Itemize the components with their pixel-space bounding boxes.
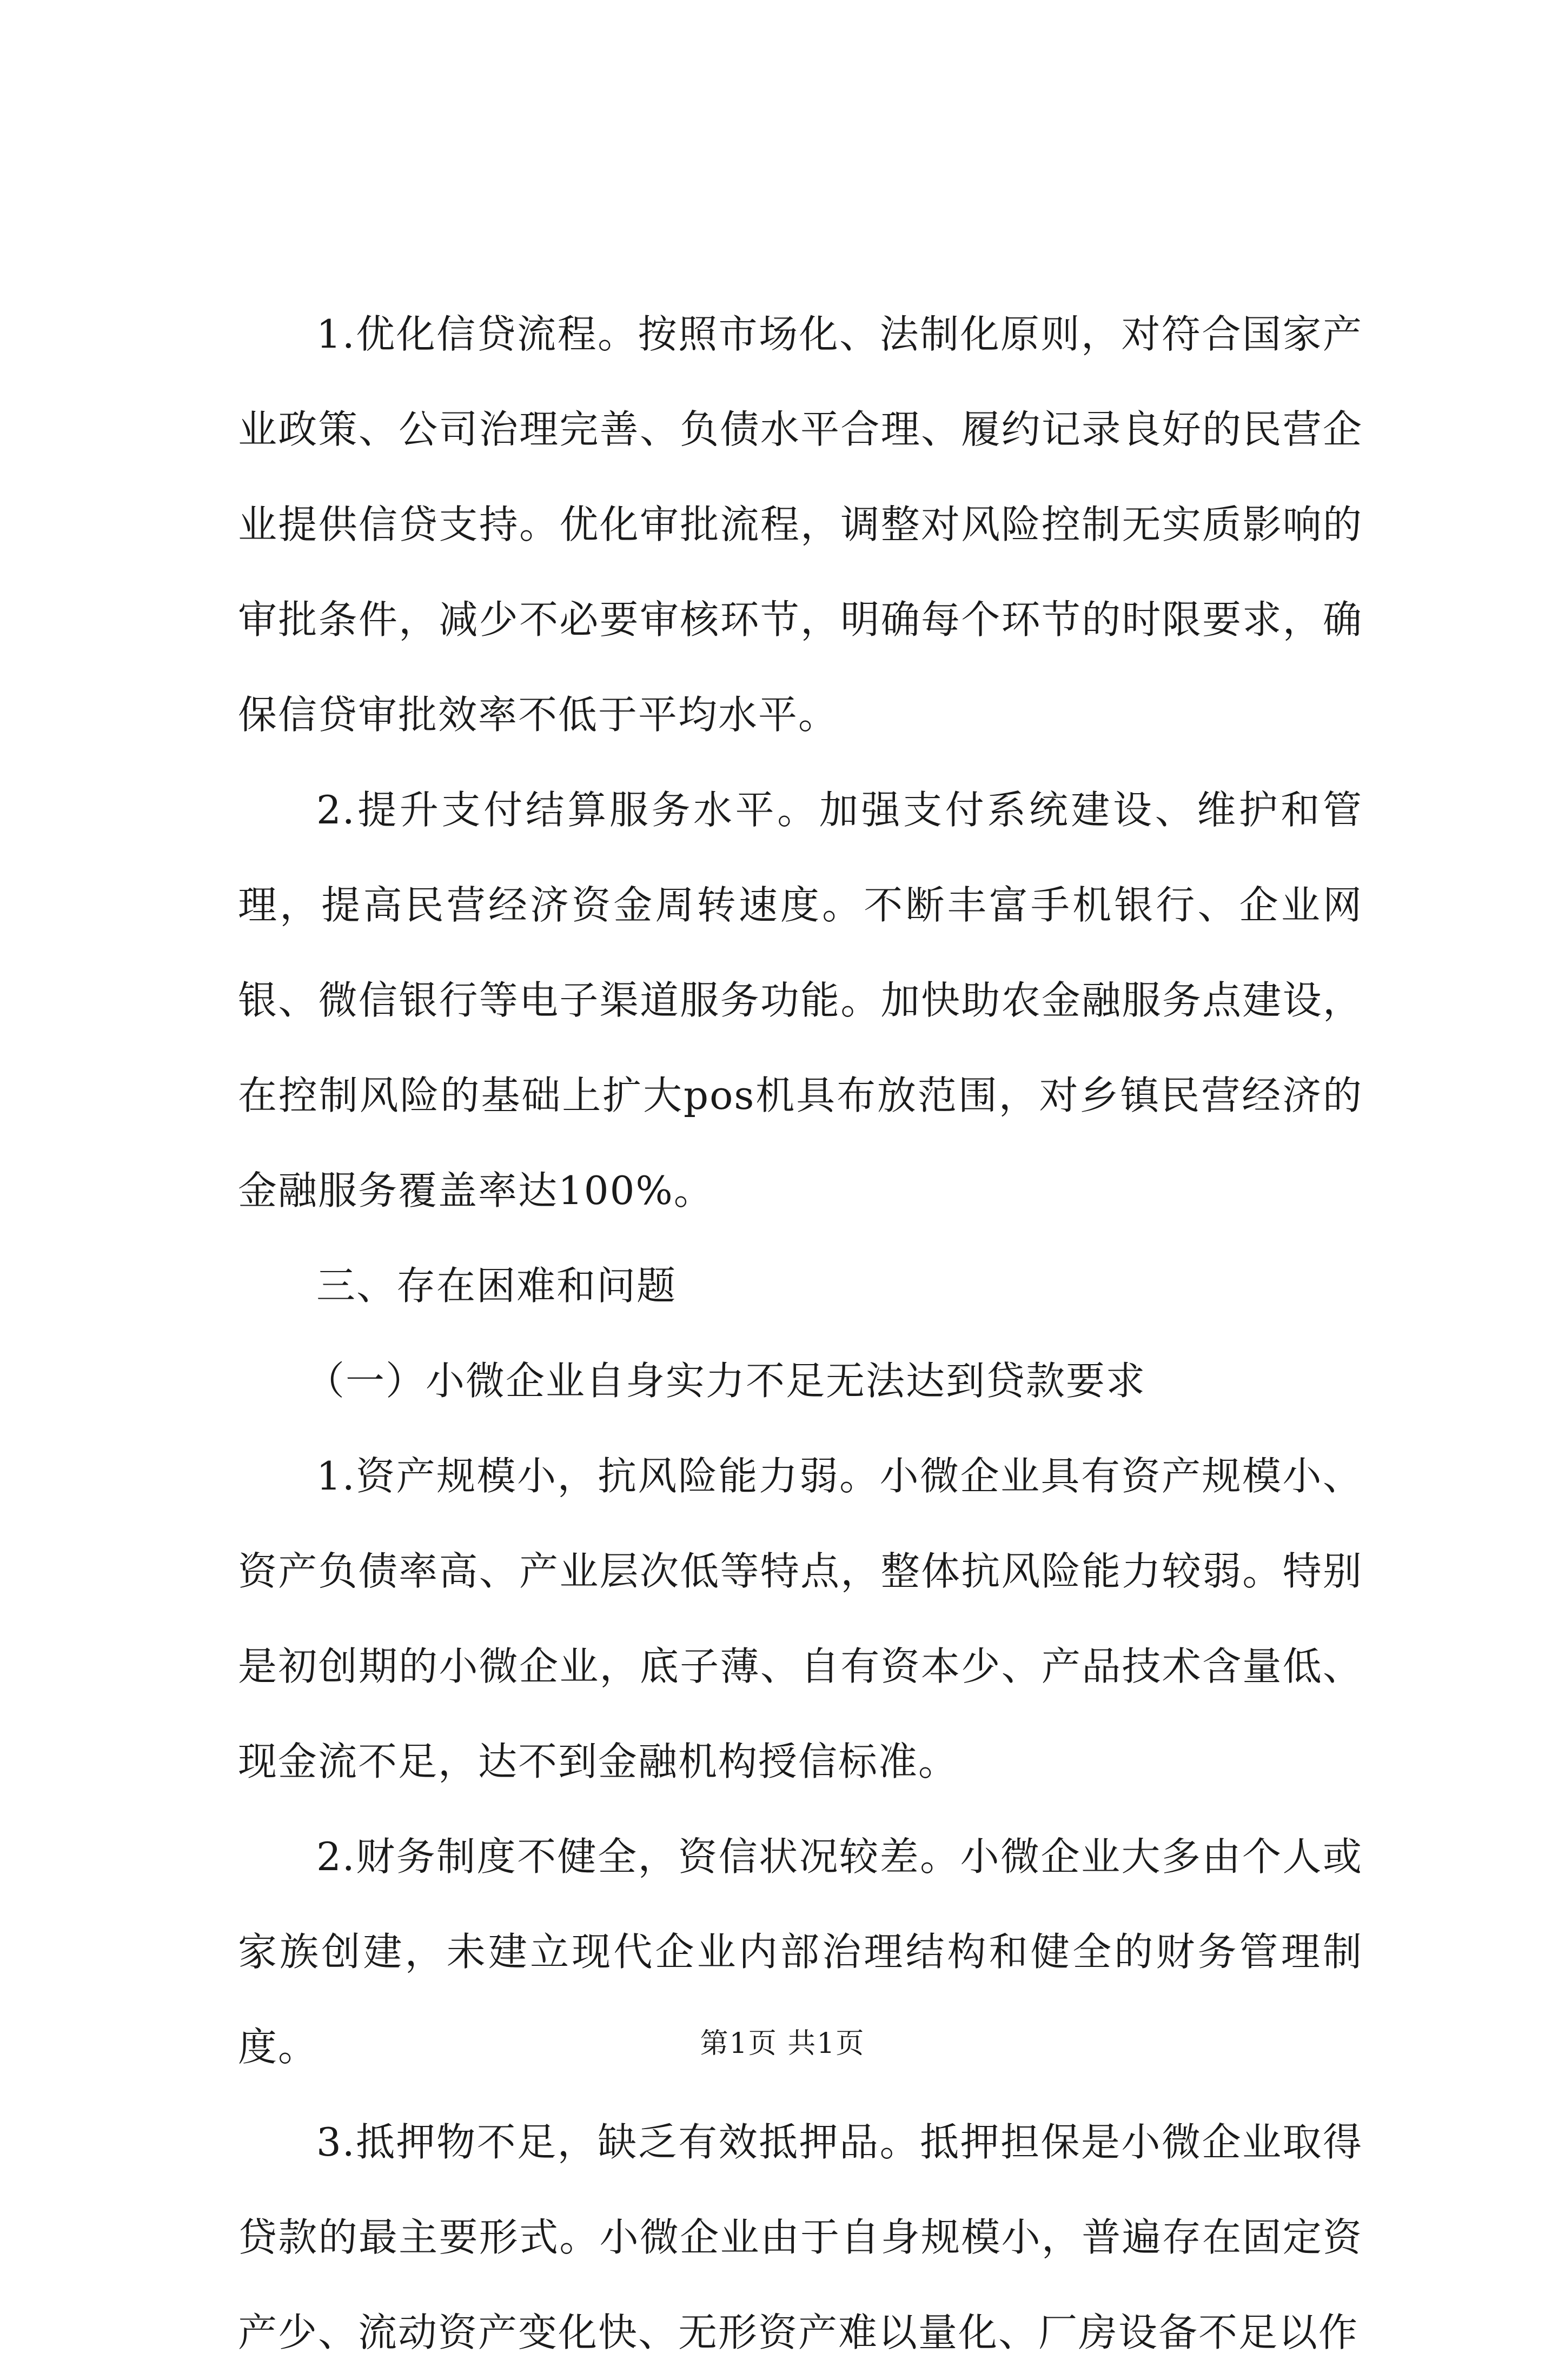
- document-body: [238, 287, 1363, 2380]
- section-heading-difficulties: 三、存在困难和问题: [316, 1263, 677, 1308]
- subsection-heading-insufficient-strength: （一）小微企业自身实力不足无法达到贷款要求: [306, 1358, 1146, 1404]
- paragraph-financial-system: 2.财务制度不健全，资信状况较差。小微企业大多由个人或家族创建，未建立现代企业内部治理结构和健全的财务管理制度。: [238, 1834, 1363, 2070]
- paragraph-payment-service: 2.提升支付结算服务水平。加强支付系统建设、维护和管理，提高民营经济资金周转速度。不断丰富手机银行、企业网银、微信银行等电子渠道服务功能。加快助农金融服务点建设，在控制风险的基础上扩大pos机具布放范围，对乡镇民营经济的金融服务覆盖率达100%。: [238, 787, 1363, 1213]
- paragraph-small-scale: 1.资产规模小，抗风险能力弱。小微企业具有资产规模小、资产负债率高、产业层次低等特点，整体抗风险能力较弱。特别是初创期的小微企业，底子薄、自有资本少、产品技术含量低、现金流不足，达不到金融机构授信标准。: [238, 1453, 1363, 1784]
- page-footer: 第1页 共1页: [700, 2027, 865, 2060]
- paragraph-collateral: 3.抵押物不足，缺乏有效抵押品。抵押担保是小微企业取得贷款的最主要形式。小微企业由于自身规模小，普遍存在固定资产少、流动资产变化快、无形资产难以量化、厂房设备不足以作: [238, 2119, 1363, 2355]
- paragraph-optimize-credit: 1.优化信贷流程。按照市场化、法制化原则，对符合国家产业政策、公司治理完善、负债水平合理、履约记录良好的民营企业提供信贷支持。优化审批流程，调整对风险控制无实质影响的审批条件，减少不必要审核环节，明确每个环节的时限要求，确保信贷审批效率不低于平均水平。: [238, 311, 1363, 737]
